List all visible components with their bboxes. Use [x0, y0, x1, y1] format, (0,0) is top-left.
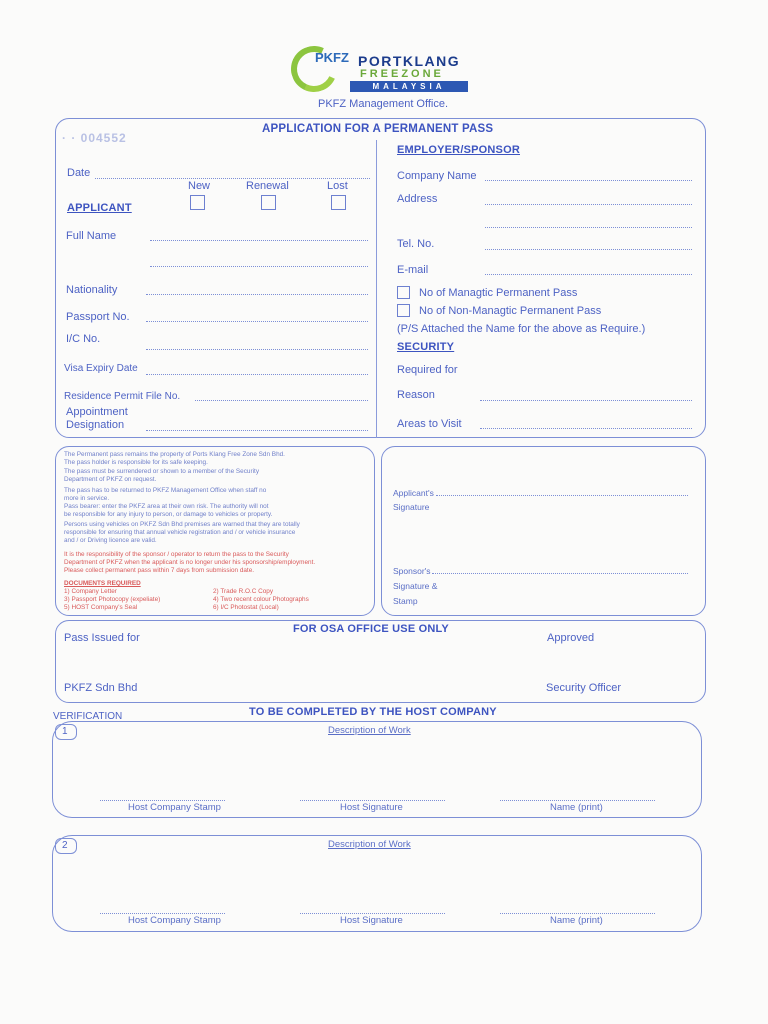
email-label: E-mail: [397, 264, 429, 276]
host-signature-field[interactable]: [300, 800, 445, 801]
term-red-line: Department of PKFZ when the applicant is no longer under his sponsorship/employment.: [64, 559, 316, 566]
security-officer-label: Security Officer: [546, 682, 621, 694]
logo-line3: MALAYSIA: [372, 82, 446, 91]
name-print-label: Name (print): [550, 802, 603, 813]
verification-heading: TO BE COMPLETED BY THE HOST COMPANY: [249, 706, 497, 718]
doc-item: 6) I/C Photostat (Local): [213, 604, 279, 611]
doc-item: 1) Company Letter: [64, 588, 117, 595]
application-box: [55, 118, 706, 438]
host-stamp-field[interactable]: [100, 800, 225, 801]
host-stamp-label: Host Company Stamp: [128, 802, 221, 813]
ic-field[interactable]: [146, 349, 368, 350]
description-label: Description of Work: [328, 839, 411, 850]
term-line: more in service.: [64, 495, 110, 502]
company-field[interactable]: [485, 180, 692, 181]
host-signature-label: Host Signature: [340, 802, 403, 813]
applicant-sig-label: Applicant's: [393, 488, 434, 498]
residence-label: Residence Permit File No.: [64, 391, 181, 402]
managtic-label: No of Managtic Permanent Pass: [419, 287, 578, 299]
sponsor-label: Sponsor's: [393, 566, 431, 576]
company-label: Company Name: [397, 170, 477, 182]
doc-item: 4) Two recent colour Photographs: [213, 596, 309, 603]
osa-heading: FOR OSA OFFICE USE ONLY: [293, 623, 449, 635]
sponsor-signature-field[interactable]: [432, 573, 688, 574]
reason-field[interactable]: [480, 400, 692, 401]
new-checkbox[interactable]: [190, 195, 205, 210]
term-line: Department of PKFZ on request.: [64, 476, 157, 483]
term-line: Pass bearer: enter the PKFZ area at their own risk. The authority will not: [64, 503, 269, 510]
host-stamp-field[interactable]: [100, 913, 225, 914]
applicant-heading: APPLICANT: [67, 202, 132, 214]
required-label: Required for: [397, 364, 458, 376]
term-line: be responsible for any injury to person, or damage to vehicles or property.: [64, 511, 273, 518]
passport-field[interactable]: [146, 321, 368, 322]
term-line: The pass has to be returned to PKFZ Management Office when staff no: [64, 487, 267, 494]
address-field-2[interactable]: [485, 227, 692, 228]
office-name: PKFZ Management Office.: [318, 98, 449, 110]
employer-note: (P/S Attached the Name for the above as Require.): [397, 323, 646, 335]
verification-label: VERIFICATION: [53, 711, 123, 722]
areas-field[interactable]: [480, 428, 692, 429]
doc-item: 5) HOST Company's Seal: [64, 604, 138, 611]
applicant-signature-field[interactable]: [436, 495, 688, 496]
logo-swirl-icon: [285, 40, 344, 99]
host-signature-field[interactable]: [300, 913, 445, 914]
term-line: The pass must be surrendered or shown to a member of the Security: [64, 468, 260, 475]
address-field[interactable]: [485, 204, 692, 205]
term-line: The Permanent pass remains the property of Ports Klang Free Zone Sdn Bhd.: [64, 451, 285, 458]
appointment-label: Appointment: [66, 406, 128, 418]
description-label: Description of Work: [328, 725, 411, 736]
employer-heading: EMPLOYER/SPONSOR: [397, 144, 520, 156]
logo-line1: PORTKLANG: [358, 53, 461, 69]
host-signature-label: Host Signature: [340, 915, 403, 926]
date-field[interactable]: [95, 178, 370, 179]
full-name-label: Full Name: [66, 230, 117, 242]
name-print-field[interactable]: [500, 913, 655, 914]
passport-label: Passport No.: [66, 311, 130, 323]
tel-label: Tel. No.: [397, 238, 435, 250]
term-line: Persons using vehicles on PKFZ Sdn Bhd premises are warned that they are totally: [64, 521, 300, 528]
doc-item: 2) Trade R.O.C Copy: [213, 588, 274, 595]
name-print-label: Name (print): [550, 915, 603, 926]
ic-label: I/C No.: [66, 333, 101, 345]
email-field[interactable]: [485, 274, 692, 275]
logo-line2: FREEZONE: [360, 68, 444, 80]
form-title: APPLICATION FOR A PERMANENT PASS: [262, 123, 494, 135]
name-print-field[interactable]: [500, 800, 655, 801]
option-new-label: New: [188, 180, 211, 192]
host-stamp-label: Host Company Stamp: [128, 915, 221, 926]
stamp-label: Stamp: [393, 596, 418, 606]
term-line: and / or Driving licence are valid.: [64, 537, 157, 544]
renewal-checkbox[interactable]: [261, 195, 276, 210]
visa-field[interactable]: [146, 374, 368, 375]
full-name-field-2[interactable]: [150, 266, 368, 267]
row-number: 2: [55, 838, 77, 854]
option-lost-label: Lost: [327, 180, 348, 192]
address-label: Address: [397, 193, 438, 205]
docs-heading: DOCUMENTS REQUIRED: [64, 580, 141, 587]
security-heading: SECURITY: [397, 341, 455, 353]
signature-label: Signature: [393, 502, 430, 512]
approved-label: Approved: [547, 632, 595, 644]
nationality-label: Nationality: [66, 284, 118, 296]
nationality-field[interactable]: [146, 294, 368, 295]
non-managtic-label: No of Non-Managtic Permanent Pass: [419, 305, 602, 317]
visa-label: Visa Expiry Date: [64, 363, 138, 374]
term-red-line: Please collect permanent pass within 7 days from submission date.: [64, 567, 255, 574]
designation-field[interactable]: [146, 430, 368, 431]
logo-short: PKFZ: [315, 50, 349, 65]
term-line: responsible for ensuring that annual vehicle registration and / or vehicle insurance: [64, 529, 296, 536]
option-renewal-label: Renewal: [246, 180, 289, 192]
doc-item: 3) Passport Photocopy (expeliate): [64, 596, 161, 603]
pkfz-label: PKFZ Sdn Bhd: [64, 682, 138, 694]
pass-issued-label: Pass Issued for: [64, 632, 140, 644]
sponsor-sig-label: Signature &: [393, 581, 438, 591]
term-red-line: It is the responsibility of the sponsor / operator to return the pass to the Security: [64, 551, 289, 558]
non-managtic-checkbox[interactable]: [397, 304, 410, 317]
areas-label: Areas to Visit: [397, 418, 462, 430]
full-name-field[interactable]: [150, 240, 368, 241]
lost-checkbox[interactable]: [331, 195, 346, 210]
serial-number: · · 004552: [62, 131, 127, 145]
row-number: 1: [55, 724, 77, 740]
residence-field[interactable]: [195, 400, 368, 401]
divider: [376, 140, 377, 438]
tel-field[interactable]: [485, 249, 692, 250]
managtic-checkbox[interactable]: [397, 286, 410, 299]
term-line: The pass holder is responsible for its safe keeping.: [64, 459, 208, 466]
date-label: Date: [67, 167, 91, 179]
reason-label: Reason: [397, 389, 435, 401]
designation-label: Designation: [66, 419, 125, 431]
